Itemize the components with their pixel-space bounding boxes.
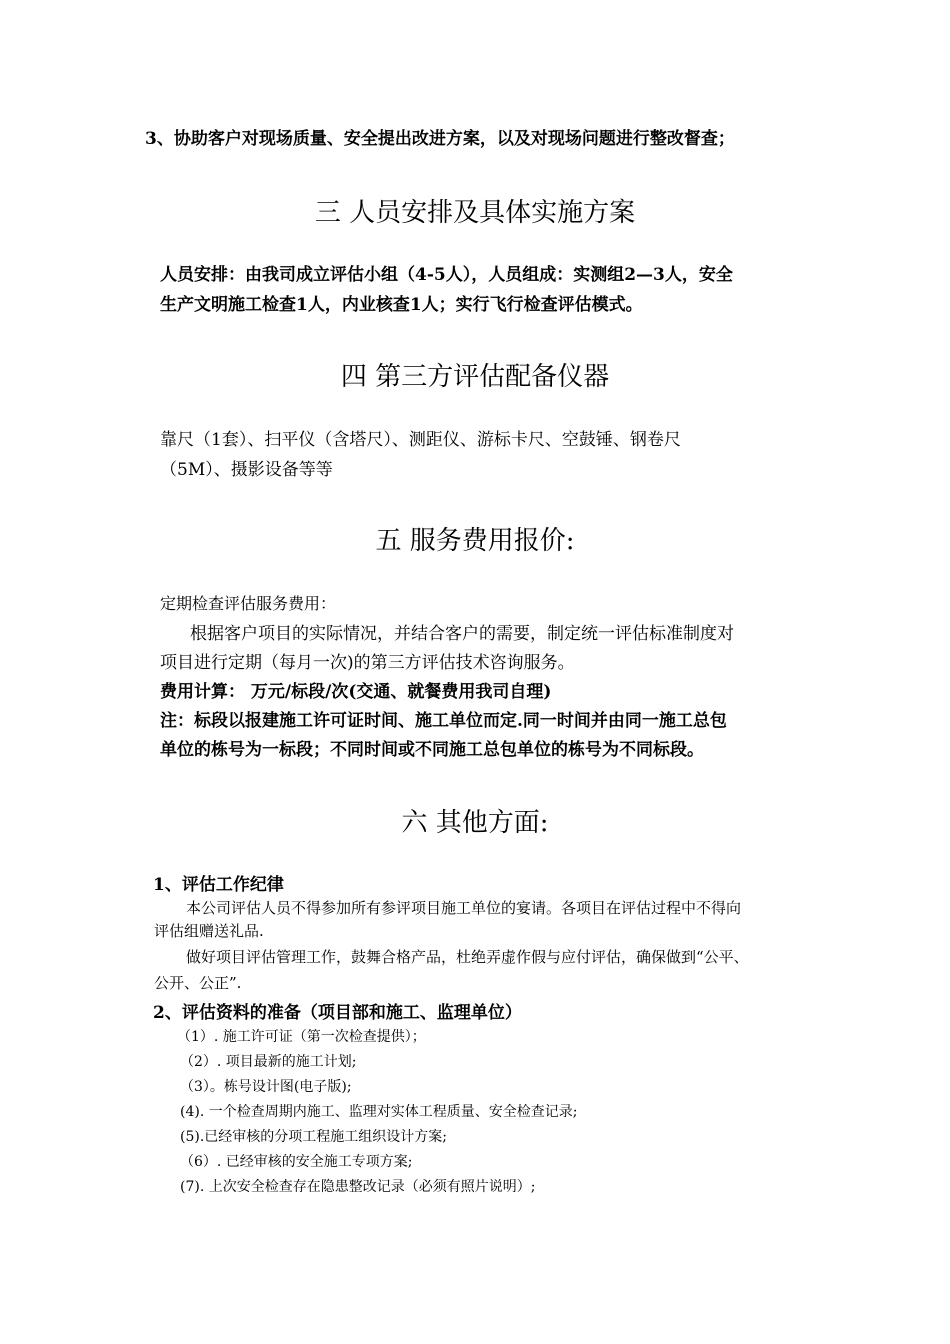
- materials-item-2: （2）. 项目最新的施工计划;: [180, 1054, 357, 1070]
- materials-item-1: （1）. 施工许可证（第一次检查提供）；: [177, 1029, 426, 1045]
- discipline-line-1: 本公司评估人员不得参加所有参评项目施工单位的宴请。各项目在评估过程中不得向: [186, 899, 742, 917]
- fee-desc-line-2: 项目进行定期（每月一次)的第三方评估技术咨询服务。: [160, 653, 575, 673]
- section-4-title: 四 第三方评估配备仪器: [340, 362, 610, 392]
- discipline-heading: 1、评估工作纪律: [153, 875, 284, 895]
- section-3-title: 三 人员安排及具体实施方案: [314, 198, 636, 228]
- fee-note-line-1: 注：标段以报建施工许可证时间、施工单位而定.同一时间并由同一施工总包: [160, 711, 727, 731]
- discipline-line-3: 做好项目评估管理工作，鼓舞合格产品，杜绝弄虚作假与应付评估，确保做到“公平、: [186, 948, 749, 966]
- discipline-line-4: 公开、公正”.: [154, 974, 242, 992]
- section-3-line-2: 生产文明施工检查1人，内业核查1人；实行飞行检查评估模式。: [160, 295, 643, 315]
- discipline-line-2: 评估组赠送礼品.: [154, 922, 264, 940]
- fee-calc: 费用计算： 万元/标段/次(交通、就餐费用我司自理): [160, 682, 552, 702]
- materials-item-5: (5).已经审核的分项工程施工组织设计方案;: [180, 1129, 447, 1145]
- materials-item-3: （3）。栋号设计图(电子版);: [180, 1079, 352, 1095]
- materials-item-6: （6）. 已经审核的安全施工专项方案;: [180, 1154, 413, 1170]
- section-3-line-1: 人员安排：由我司成立评估小组（4-5人），人员组成：实测组2—3人，安全: [160, 265, 733, 285]
- fee-desc-line-1: 根据客户项目的实际情况，并结合客户的需要，制定统一评估标准制度对: [190, 624, 734, 644]
- materials-item-4: (4). 一个检查周期内施工、监理对实体工程质量、安全检查记录;: [180, 1104, 578, 1120]
- section-4-line-1: 靠尺（1套）、扫平仪（含塔尺）、测距仪、游标卡尺、空鼓锤、钢卷尺: [160, 430, 681, 450]
- intro-item-3: 3、协助客户对现场质量、安全提出改进方案，以及对现场问题进行整改督查；: [145, 129, 735, 149]
- fee-label: 定期检查评估服务费用：: [160, 594, 337, 613]
- materials-item-7: (7). 上次安全检查存在隐患整改记录（必须有照片说明）;: [180, 1179, 536, 1195]
- section-5-title: 五 服务费用报价:: [375, 526, 575, 556]
- materials-heading: 2、评估资料的准备（项目部和施工、监理单位）: [153, 1003, 522, 1023]
- fee-note-line-2: 单位的栋号为一标段；不同时间或不同施工总包单位的栋号为不同标段。: [160, 740, 704, 760]
- section-4-line-2: （5M）、摄影设备等等: [160, 460, 333, 480]
- section-6-title: 六 其他方面:: [401, 808, 549, 838]
